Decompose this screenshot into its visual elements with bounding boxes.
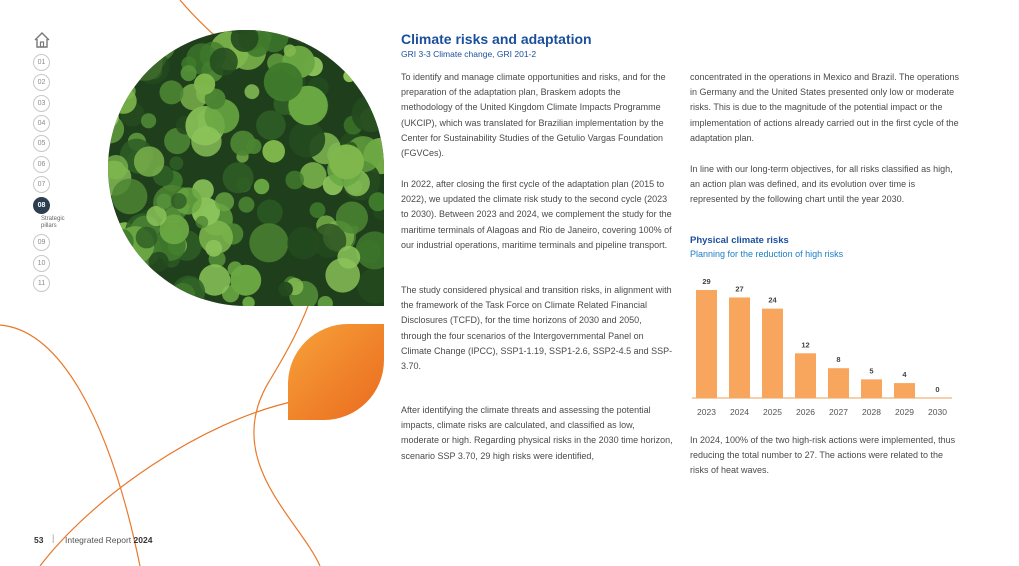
report-name bbox=[65, 535, 152, 545]
x-tick-label-2025: 2025 bbox=[763, 407, 782, 417]
page-number: 53 bbox=[34, 535, 44, 545]
nav-item-01[interactable]: 01 bbox=[33, 54, 50, 71]
nav-item-10[interactable]: 10 bbox=[33, 255, 50, 272]
bar-value-label-2027: 8 bbox=[836, 355, 841, 365]
nav-item-02[interactable]: 02 bbox=[33, 74, 50, 91]
page-title: Climate risks and adaptation bbox=[401, 31, 592, 47]
paragraph-scenarios: The study considered physical and transition risks, in alignment with the framework of the Task Force on Climate Related Financial Disclosures (TCFD), for the time horizons of 2030 and 2050, through the four scenarios of the Intergovernmental Panel on Climate Change (IPCC), SSP1-1.19, SSP1-2.6, SSP2-4.5 and SSP-3.70. bbox=[401, 285, 673, 372]
bar-value-label-2024: 27 bbox=[735, 284, 744, 294]
bar-2023 bbox=[696, 290, 717, 398]
chart-subtitle: Planning for the reduction of high risks bbox=[690, 249, 844, 259]
x-tick-label-2024: 2024 bbox=[730, 407, 749, 417]
x-tick-label-2028: 2028 bbox=[862, 407, 881, 417]
bar-value-label-2028: 5 bbox=[869, 366, 874, 376]
x-tick-label-2026: 2026 bbox=[796, 407, 815, 417]
paragraph-action-plan: In line with our long-term objectives, for all risks classified as high, an action plan was defined, and its evolution over time is represented by the following chart until the year 2030. bbox=[690, 164, 953, 205]
bar-value-label-2030: 0 bbox=[935, 385, 940, 394]
nav-item-09[interactable]: 09 bbox=[33, 234, 50, 251]
x-tick-label-2023: 2023 bbox=[697, 407, 716, 417]
paragraph-operations: concentrated in the operations in Mexico and Brazil. The operations in Germany and the United States presented only low or moderate risks. This is due to the magnitude of the potential impact or the implementation of actions already carried out in the first cycle of the adaptation plan. bbox=[690, 72, 959, 143]
nav-item-05[interactable]: 05 bbox=[33, 135, 50, 152]
bar-2024 bbox=[729, 297, 750, 398]
paragraph-cycle-update: In 2022, after closing the first cycle of the adaptation plan (2015 to 2022), we updated the climate risk study to the second cycle (2023 to 2030). Between 2023 and 2024, we complement the study for the maritime terminals of Alagoas and Rio de Janeiro, covering 100% of our industrial operations, maritime terminals and pipeline transport. bbox=[401, 179, 672, 250]
bar-value-label-2025: 24 bbox=[768, 295, 777, 305]
forest-aerial-image bbox=[108, 30, 384, 306]
footer-separator: | bbox=[52, 533, 55, 543]
nav-item-11[interactable]: 11 bbox=[33, 275, 50, 292]
paragraph-2024-result: In 2024, 100% of the two high-risk actions were implemented, thus reducing the total number to 27. The actions were related to the risks of heat waves. bbox=[690, 435, 956, 476]
bar-value-label-2029: 4 bbox=[902, 370, 907, 380]
chart-title: Physical climate risks bbox=[690, 235, 789, 246]
bar-value-label-2023: 29 bbox=[702, 277, 711, 286]
paragraph-methodology: To identify and manage climate opportunities and risks, and for the preparation of the adaptation plan, Braskem adopts the methodology of the United Kingdom Climate Impacts Programme (UKCIP), which was translated for Brazilian implementation by the Center for Sustainability Studies of the Getulio Vargas Foundation (FGVCes). bbox=[401, 72, 666, 159]
active-section-label-line2: pillars bbox=[41, 223, 57, 229]
nav-item-07[interactable]: 07 bbox=[33, 176, 50, 193]
report-title: Integrated Report bbox=[65, 535, 132, 545]
x-tick-label-2027: 2027 bbox=[829, 407, 848, 417]
bar-2029 bbox=[894, 383, 915, 398]
nav-item-06[interactable]: 06 bbox=[33, 156, 50, 173]
nav-item-03[interactable]: 03 bbox=[33, 95, 50, 112]
gri-reference: GRI 3-3 Climate change, GRI 201-2 bbox=[401, 49, 537, 59]
active-section-label-line1: Strategic bbox=[41, 216, 65, 222]
report-year: 2024 bbox=[133, 535, 153, 545]
nav-item-08-active[interactable]: 08 bbox=[33, 197, 50, 214]
high-risks-bar-chart bbox=[690, 270, 962, 422]
bar-2025 bbox=[762, 309, 783, 398]
home-icon[interactable] bbox=[33, 31, 51, 49]
bar-value-label-2026: 12 bbox=[801, 340, 810, 350]
x-tick-label-2030: 2030 bbox=[928, 407, 947, 417]
active-section-label bbox=[41, 216, 65, 230]
bar-2027 bbox=[828, 368, 849, 398]
bar-2028 bbox=[861, 379, 882, 398]
paragraph-risk-classification: After identifying the climate threats and assessing the potential impacts, climate risks are calculated, and classified as low, moderate or high. Regarding physical risks in the 2030 time horizon, scenario SSP 3.70, 29 high risks were identified, bbox=[401, 405, 673, 461]
x-tick-label-2029: 2029 bbox=[895, 407, 914, 417]
nav-item-04[interactable]: 04 bbox=[33, 115, 50, 132]
bar-2026 bbox=[795, 353, 816, 398]
